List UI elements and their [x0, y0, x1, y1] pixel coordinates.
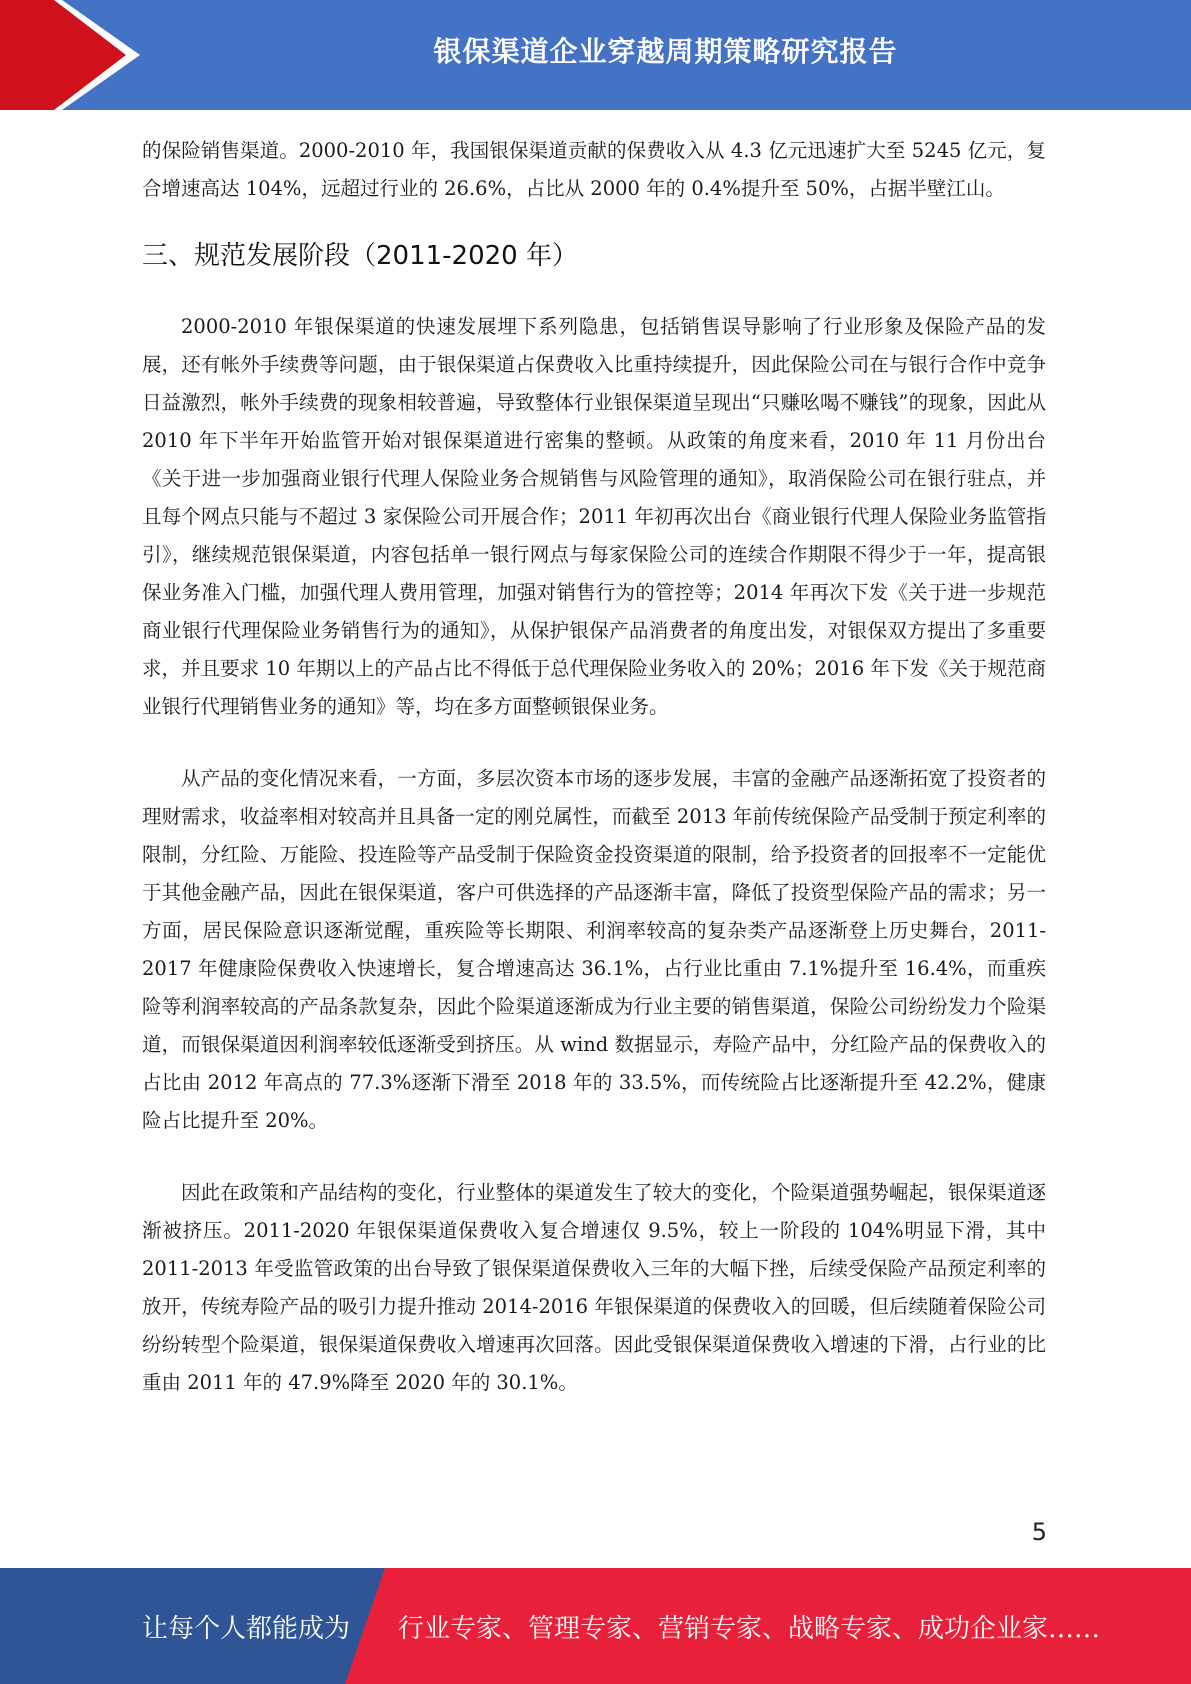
paragraph-conclusion: 因此在政策和产品结构的变化，行业整体的渠道发生了较大的变化，个险渠道强势崛起，银保渠道逐渐被挤压。2011-2020 年银保渠道保费收入复合增速仅 9.5%，较上一阶段的 104%明显下滑，其中 2011-2013 年受监管政策的出台导致了银保渠道保费收入三年的大幅下挫，后续受保险产品预定利率的放开，传统寿险产品的吸引力提升推动 2014-2016 年银保渠道的保费收入的回暖，但后续随着保险公司纷纷转型个险渠道，银保渠道保费收入增速再次回落。因此受银保渠道保费收入增速的下滑，占行业的比重由 2011 年的 47.9%降至 2020 年的 30.1%。 [142, 1181, 1046, 1394]
page-number: 5 [1031, 1518, 1047, 1546]
footer-slogan-left: 让每个人都能成为 [142, 1613, 351, 1644]
paragraph-intro: 的保险销售渠道。2000-2010 年，我国银保渠道贡献的保费收入从 4.3 亿元迅速扩大至 5245 亿元，复合增速高达 104%，远超过行业的 26.6%，占比从 2000 年的 0.4%提升至 50%，占据半壁江山。 [142, 139, 1046, 200]
footer-slogan-right: 行业专家、管理专家、营销专家、战略专家、成功企业家…… [398, 1613, 1101, 1644]
header-title: 银保渠道企业穿越周期策略研究报告 [433, 35, 898, 68]
header-arrow-icon [0, 0, 150, 110]
paragraph-products: 从产品的变化情况来看，一方面，多层次资本市场的逐步发展，丰富的金融产品逐渐拓宽了投资者的理财需求，收益率相对较高并且具备一定的刚兑属性，而截至 2013 年前传统保险产品受制于预定利率的限制，分红险、万能险、投连险等产品受制于保险资金投资渠道的限制，给予投资者的回报率不一定能优于其他金融产品，因此在银保渠道，客户可供选择的产品逐渐丰富，降低了投资型保险产品的需求；另一方面，居民保险意识逐渐觉醒，重疾险等长期限、利润率较高的复杂类产品逐渐登上历史舞台，2011-2017 年健康险保费收入快速增长，复合增速高达 36.1%，占行业比重由 7.1%提升至 16.4%，而重疾险等利润率较高的产品条款复杂，因此个险渠道逐渐成为行业主要的销售渠道，保险公司纷纷发力个险渠道，而银保渠道因利润率较低逐渐受到挤压。从 wind 数据显示，寿险产品中，分红险产品的保费收入的占比由 2012 年高点的 77.3%逐渐下滑至 2018 年的 33.5%，而传统险占比逐渐提升至 42.2%，健康险占比提升至 20%。 [142, 767, 1046, 1132]
page-header [0, 0, 1191, 110]
paragraph-policy: 2000-2010 年银保渠道的快速发展埋下系列隐患，包括销售误导影响了行业形象及保险产品的发展，还有帐外手续费等问题，由于银保渠道占保费收入比重持续提升，因此保险公司在与银行合作中竞争日益激烈，帐外手续费的现象相较普遍，导致整体行业银保渠道呈现出“只赚吆喝不赚钱”的现象，因此从 2010 年下半年开始监管开始对银保渠道进行密集的整顿。从政策的角度来看，2010 年 11 月份出台《关于进一步加强商业银行代理人保险业务合规销售与风险管理的通知》，取消保险公司在银行驻点，并且每个网点只能与不超过 3 家保险公司开展合作；2011 年初再次出台《商业银行代理人保险业务监管指引》，继续规范银保渠道，内容包括单一银行网点与每家保险公司的连续合作期限不得少于一年，提高银保业务准入门槛，加强代理人费用管理，加强对销售行为的管控等；2014 年再次下发《关于进一步规范商业银行代理保险业务销售行为的通知》，从保护银保产品消费者的角度出发，对银保双方提出了多重要求，并且要求 10 年期以上的产品占比不得低于总代理保险业务收入的 20%；2016 年下发《关于规范商业银行代理销售业务的通知》等，均在多方面整顿银保业务。 [142, 315, 1046, 718]
document-body [142, 132, 1046, 1402]
section-heading: 三、规范发展阶段（2011-2020 年） [142, 241, 578, 271]
page-footer [0, 1568, 1191, 1684]
